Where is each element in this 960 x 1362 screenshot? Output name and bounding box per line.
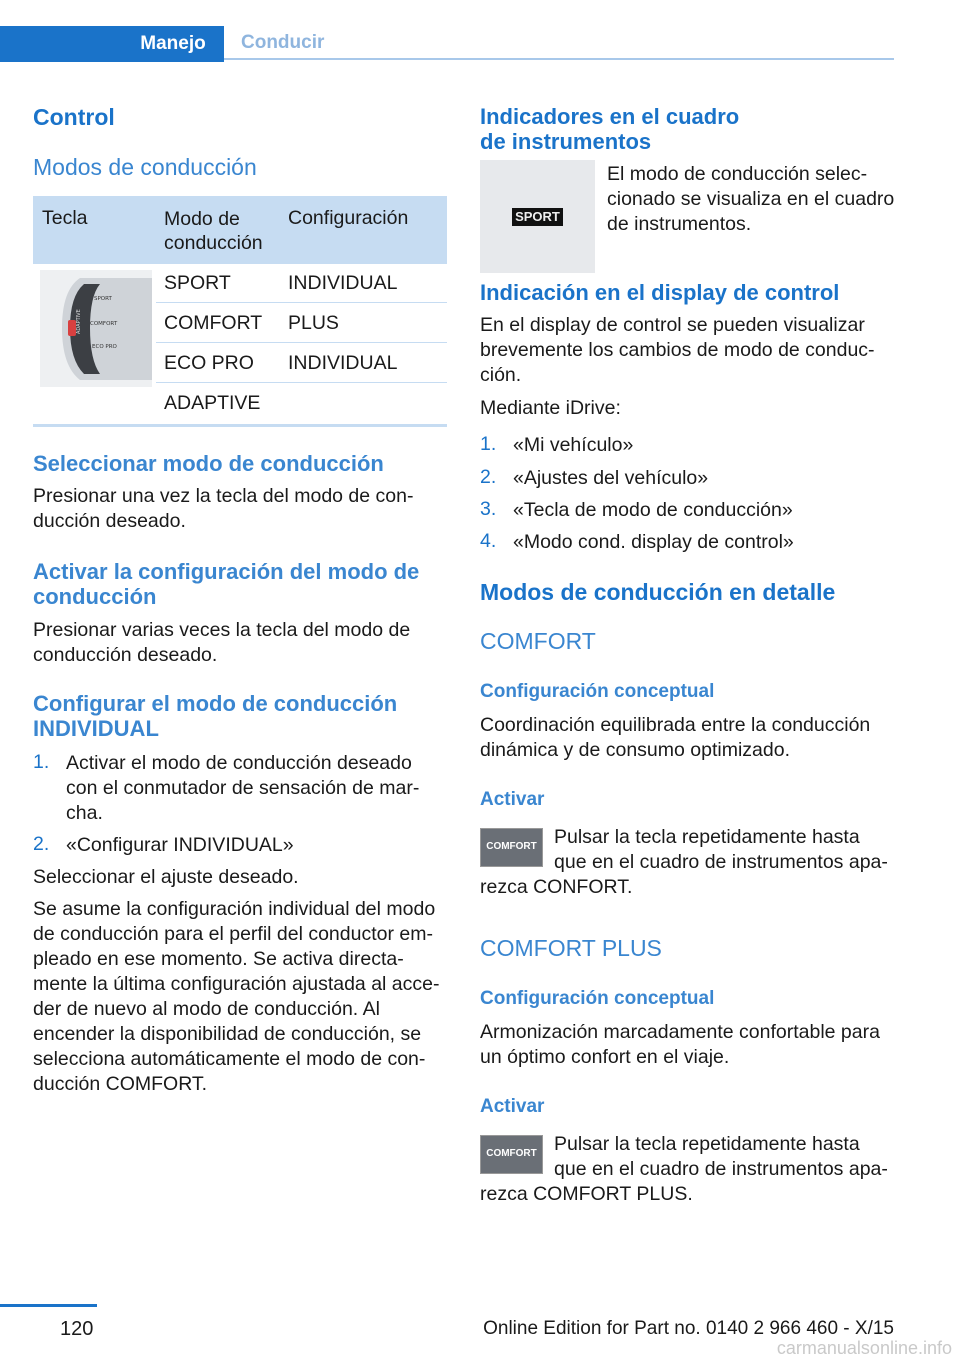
heading-comfortplus-concept: Configuración conceptual: [480, 988, 715, 1009]
assume-line-3: pleado en ese momento. Se activa directa-: [33, 948, 404, 970]
comfortplus-activate-2: que en el cuadro de instrumentos apa-: [554, 1158, 888, 1180]
comfort-activate-2: que en el cuadro de instrumentos apa-: [554, 851, 888, 873]
th-config: Configuración: [288, 207, 409, 229]
assume-line-5: der de nuevo al modo de conducción. Al: [33, 998, 380, 1020]
row2-config: PLUS: [288, 312, 339, 334]
drive-mode-switch-image: [40, 270, 152, 387]
display-para-3: ción.: [480, 364, 522, 386]
heading-indicators-1: Indicadores en el cuadro: [480, 104, 740, 129]
list-item-text: «Mi vehículo»: [513, 434, 634, 456]
select-para-2: ducción deseado.: [33, 510, 186, 532]
key-label-adaptive: ADAPTIVE: [76, 309, 82, 334]
heading-comfort-activate: Activar: [480, 789, 545, 810]
comfort-concept-1: Coordinación equilibrada entre la conducción: [480, 714, 871, 736]
edition-text: Online Edition for Part no. 0140 2 966 460 - X/15: [483, 1318, 894, 1339]
row1-config: INDIVIDUAL: [288, 272, 398, 294]
list-item-text: Activar el modo de conducción deseado: [66, 752, 412, 774]
th-modo: Modo de conducción: [164, 208, 263, 254]
watermark: carmanualsonline.info: [776, 1338, 952, 1358]
activate-para-2: conducción deseado.: [33, 644, 218, 666]
select-para-1: Presionar una vez la tecla del modo de con-: [33, 485, 414, 507]
heading-activate-2: conducción: [33, 584, 157, 609]
list-item-text: «Ajustes del vehículo»: [513, 467, 709, 489]
idrive-para: Mediante iDrive:: [480, 397, 621, 419]
indicators-para-1: El modo de conducción selec-: [607, 163, 868, 185]
comfort-badge-image: [480, 828, 543, 867]
list-number: 2.: [480, 466, 497, 488]
row1-mode: SPORT: [164, 272, 231, 294]
list-item-text: con el conmutador de sensación de mar-: [66, 777, 420, 799]
comfort-activate-1: Pulsar la tecla repetidamente hasta: [554, 826, 860, 848]
comfortplus-badge-image: [480, 1135, 543, 1174]
heading-modes: Modos de conducción: [33, 154, 257, 180]
assume-line-8: ducción COMFORT.: [33, 1073, 208, 1095]
header-bar: [0, 26, 122, 62]
indicators-para-2: cionado se visualiza en el cuadro: [607, 188, 895, 210]
row-divider: [156, 342, 447, 343]
select-setting-para: Seleccionar el ajuste deseado.: [33, 866, 299, 888]
comfort-concept-2: dinámica y de consumo optimizado.: [480, 739, 790, 761]
list-item-text: «Configurar INDIVIDUAL»: [66, 834, 294, 856]
row-divider: [156, 382, 447, 383]
display-para-1: En el display de control se pueden visualizar: [480, 314, 865, 336]
sport-indicator-label: SPORT: [512, 208, 563, 226]
comfortplus-concept-1: Armonización marcadamente confortable para: [480, 1021, 880, 1043]
row2-mode: COMFORT: [164, 312, 263, 334]
assume-line-6: encender la disponibilidad de conducción, se: [33, 1023, 422, 1045]
list-number: 1.: [33, 751, 50, 773]
heading-indicators-2: de instrumentos: [480, 129, 652, 154]
indicators-para-3: de instrumentos.: [607, 213, 752, 235]
list-item-text: «Tecla de modo de conducción»: [513, 499, 793, 521]
comfortplus-activate-1: Pulsar la tecla repetidamente hasta: [554, 1133, 860, 1155]
comfort-activate-3: rezca CONFORT.: [480, 876, 633, 898]
tab-conducir[interactable]: Conducir: [224, 26, 894, 60]
list-number: 1.: [480, 433, 497, 455]
comfortplus-activate-3: rezca COMFORT PLUS.: [480, 1183, 693, 1205]
heading-config-1: Configurar el modo de conducción: [33, 691, 398, 716]
key-label-eco: ECO PRO: [92, 344, 117, 350]
list-number: 2.: [33, 833, 50, 855]
heading-detail: Modos de conducción en detalle: [480, 579, 836, 605]
th-tecla: Tecla: [42, 207, 88, 229]
heading-control: Control: [33, 104, 115, 130]
comfortplus-concept-2: un óptimo confort en el viaje.: [480, 1046, 730, 1068]
heading-comfort-plus: COMFORT PLUS: [480, 935, 662, 961]
heading-config-2: INDIVIDUAL: [33, 716, 159, 741]
activate-para-1: Presionar varias veces la tecla del modo de: [33, 619, 411, 641]
row3-mode: ECO PRO: [164, 352, 254, 374]
table-bottom-line: [33, 424, 447, 427]
heading-comfort: COMFORT: [480, 628, 596, 654]
assume-line-4: mente la última configuración ajustada al acce-: [33, 973, 440, 995]
assume-line-7: selecciona automáticamente el modo de con-: [33, 1048, 426, 1070]
comfortplus-badge-label: COMFORT: [486, 1148, 537, 1159]
comfort-badge-label: COMFORT: [486, 841, 537, 852]
key-label-comfort: COMFORT: [90, 321, 118, 327]
row4-mode: ADAPTIVE: [164, 392, 261, 414]
list-number: 4.: [480, 530, 497, 552]
page-number: 120: [60, 1318, 94, 1340]
list-number: 3.: [480, 498, 497, 520]
list-item-text: cha.: [66, 802, 103, 824]
heading-display: Indicación en el display de control: [480, 280, 840, 305]
row-divider: [156, 302, 447, 303]
assume-line-2: de conducción para el perfil del conductor em-: [33, 923, 433, 945]
footer-line: [0, 1304, 97, 1307]
heading-comfortplus-activate: Activar: [480, 1096, 545, 1117]
key-label-sport: SPORT: [94, 296, 112, 302]
list-item-text: «Modo cond. display de control»: [513, 531, 794, 553]
heading-activate-1: Activar la configuración del modo de: [33, 559, 420, 584]
display-para-2: brevemente los cambios de modo de conduc-: [480, 339, 875, 361]
row3-config: INDIVIDUAL: [288, 352, 398, 374]
heading-comfort-concept: Configuración conceptual: [480, 681, 715, 702]
sport-indicator-image: [480, 160, 595, 273]
heading-select: Seleccionar modo de conducción: [33, 451, 384, 476]
assume-line-1: Se asume la configuración individual del modo: [33, 898, 436, 920]
tab-manejo[interactable]: Manejo: [122, 26, 224, 62]
